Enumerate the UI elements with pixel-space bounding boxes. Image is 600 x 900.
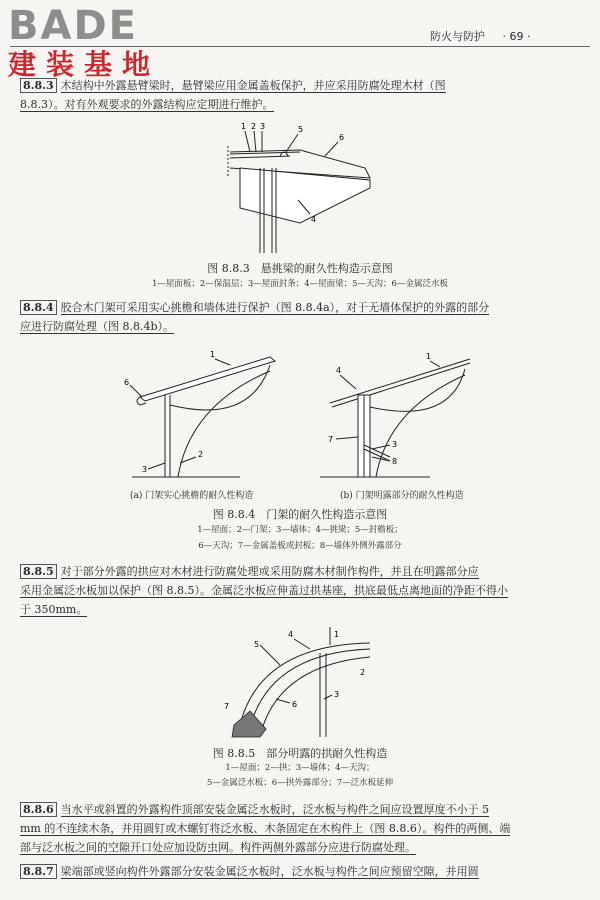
callout-3: 3 bbox=[334, 690, 340, 699]
callout-2: 2 bbox=[360, 668, 366, 677]
running-header bbox=[430, 28, 530, 44]
clause-number: 8.8.6 bbox=[20, 802, 57, 817]
figure-8-8-3 bbox=[200, 118, 400, 258]
text-line: 对于部分外露的拱应对木材进行防腐处理或采用防腐木材制作构件，并且在明露部分应 bbox=[60, 565, 479, 578]
text-line: mm 的不连续木条，并用圆钉或木螺钉将泛水板、木条固定在木构件上（图 8.8.6）。构件的两侧、端 bbox=[20, 822, 511, 835]
text-line: 8.8.3）。对有外观要求的外露结构应定期进行维护。 bbox=[20, 98, 274, 111]
bade-logo bbox=[8, 3, 161, 81]
callout-5: 5 bbox=[254, 640, 260, 649]
header-rule bbox=[10, 46, 590, 47]
logo-main-text: BADE bbox=[8, 3, 138, 49]
callout-1: 1 bbox=[334, 630, 340, 639]
paragraph-8-8-6 bbox=[20, 800, 575, 857]
figure-legend-8-8-5-line2: 5—金属泛水板；6—拱外露部分；7—泛水板延伸 bbox=[206, 778, 394, 788]
paragraph-8-8-4 bbox=[20, 298, 575, 336]
callout-2: 2 bbox=[198, 450, 204, 459]
text-line: 于 350mm。 bbox=[20, 603, 88, 616]
page-number: · 69 · bbox=[502, 30, 531, 43]
callout-3: 3 bbox=[260, 122, 266, 131]
text-line: 木结构中外露悬臂梁时，悬臂梁应用金属盖板保护，并应采用防腐处理木材（图 bbox=[60, 79, 446, 92]
figure-8-8-5 bbox=[220, 625, 390, 745]
figure-caption-8-8-4: 图 8.8.4 门架的耐久性构造示意图 bbox=[212, 508, 388, 521]
figure-caption-8-8-5: 图 8.8.5 部分明露的拱耐久性构造 bbox=[212, 747, 388, 760]
callout-8: 8 bbox=[392, 457, 398, 466]
callout-4: 4 bbox=[336, 366, 342, 375]
text-line: 应进行防腐处理（图 8.8.4b）。 bbox=[20, 320, 175, 333]
callout-5: 5 bbox=[298, 125, 304, 134]
clause-number: 8.8.3 bbox=[20, 78, 57, 93]
figure-legend-8-8-4-line1: 1—屋面；2—门架；3—墙体；4—挑梁；5—封檐板； bbox=[197, 525, 403, 535]
text-line: 胶合木门架可采用实心挑檐和墙体进行保护（图 8.8.4a），对于无墙体保护的外露的部分 bbox=[60, 301, 490, 314]
figure-8-8-4a bbox=[110, 345, 285, 485]
callout-7: 7 bbox=[224, 702, 230, 711]
figure-caption-8-8-3: 图 8.8.3 悬挑梁的耐久性构造示意图 bbox=[207, 262, 393, 275]
callout-4: 4 bbox=[311, 215, 317, 224]
figure-legend-8-8-3: 1—屋面板；2—保温层；3—屋面封条；4—屋面梁；5—天沟；6—金属泛水板 bbox=[152, 279, 448, 289]
figure-8-8-4b bbox=[300, 345, 480, 485]
clause-number: 8.8.7 bbox=[20, 864, 57, 879]
callout-3: 3 bbox=[142, 465, 148, 474]
callout-1: 1 bbox=[241, 122, 247, 131]
text-line: 梁端部或竖向构件外露部分安装金属泛水板时，泛水板与构件之间应预留空隙，并用圆 bbox=[60, 865, 479, 878]
paragraph-8-8-3 bbox=[20, 76, 575, 114]
callout-1: 1 bbox=[426, 352, 432, 361]
paragraph-8-8-7 bbox=[20, 862, 575, 881]
figure-legend-8-8-4-line2: 6—天沟；7—金属盖板或封板；8—墙体外侧外露部分 bbox=[198, 541, 402, 551]
logo-sub-text: 建装基地 bbox=[8, 48, 161, 81]
callout-6: 6 bbox=[124, 378, 130, 387]
text-line: 部与泛水板之间的空隙开口处应加设防虫网。构件两侧外露部分应进行防腐处理。 bbox=[20, 841, 416, 854]
callout-7: 7 bbox=[328, 435, 334, 444]
callout-1: 1 bbox=[210, 350, 216, 359]
subcaption-a: (a) 门架实心挑檐的耐久性构造 bbox=[130, 491, 254, 501]
section-title: 防火与防护 bbox=[430, 30, 485, 43]
callout-4: 4 bbox=[288, 630, 294, 639]
subcaption-b: (b) 门架明露部分的耐久性构造 bbox=[340, 491, 464, 501]
callout-2: 2 bbox=[251, 122, 257, 131]
clause-number: 8.8.4 bbox=[20, 300, 57, 315]
callout-6: 6 bbox=[292, 700, 298, 709]
callout-6: 6 bbox=[339, 133, 345, 142]
clause-number: 8.8.5 bbox=[20, 564, 57, 579]
text-line: 当水平或斜置的外露构件顶部安装金属泛水板时，泛水板与构件之间应设置厚度不小于 5 bbox=[60, 803, 490, 816]
paragraph-8-8-5 bbox=[20, 562, 575, 619]
callout-3: 3 bbox=[392, 440, 398, 449]
text-line: 采用金属泛水板加以保护（图 8.8.5）。金属泛水板应伸盖过拱基座，拱底最低点离地面的净距不得小 bbox=[20, 584, 508, 597]
figure-legend-8-8-5-line1: 1—屋面；2—拱；3—墙体；4—天沟； bbox=[225, 763, 375, 773]
